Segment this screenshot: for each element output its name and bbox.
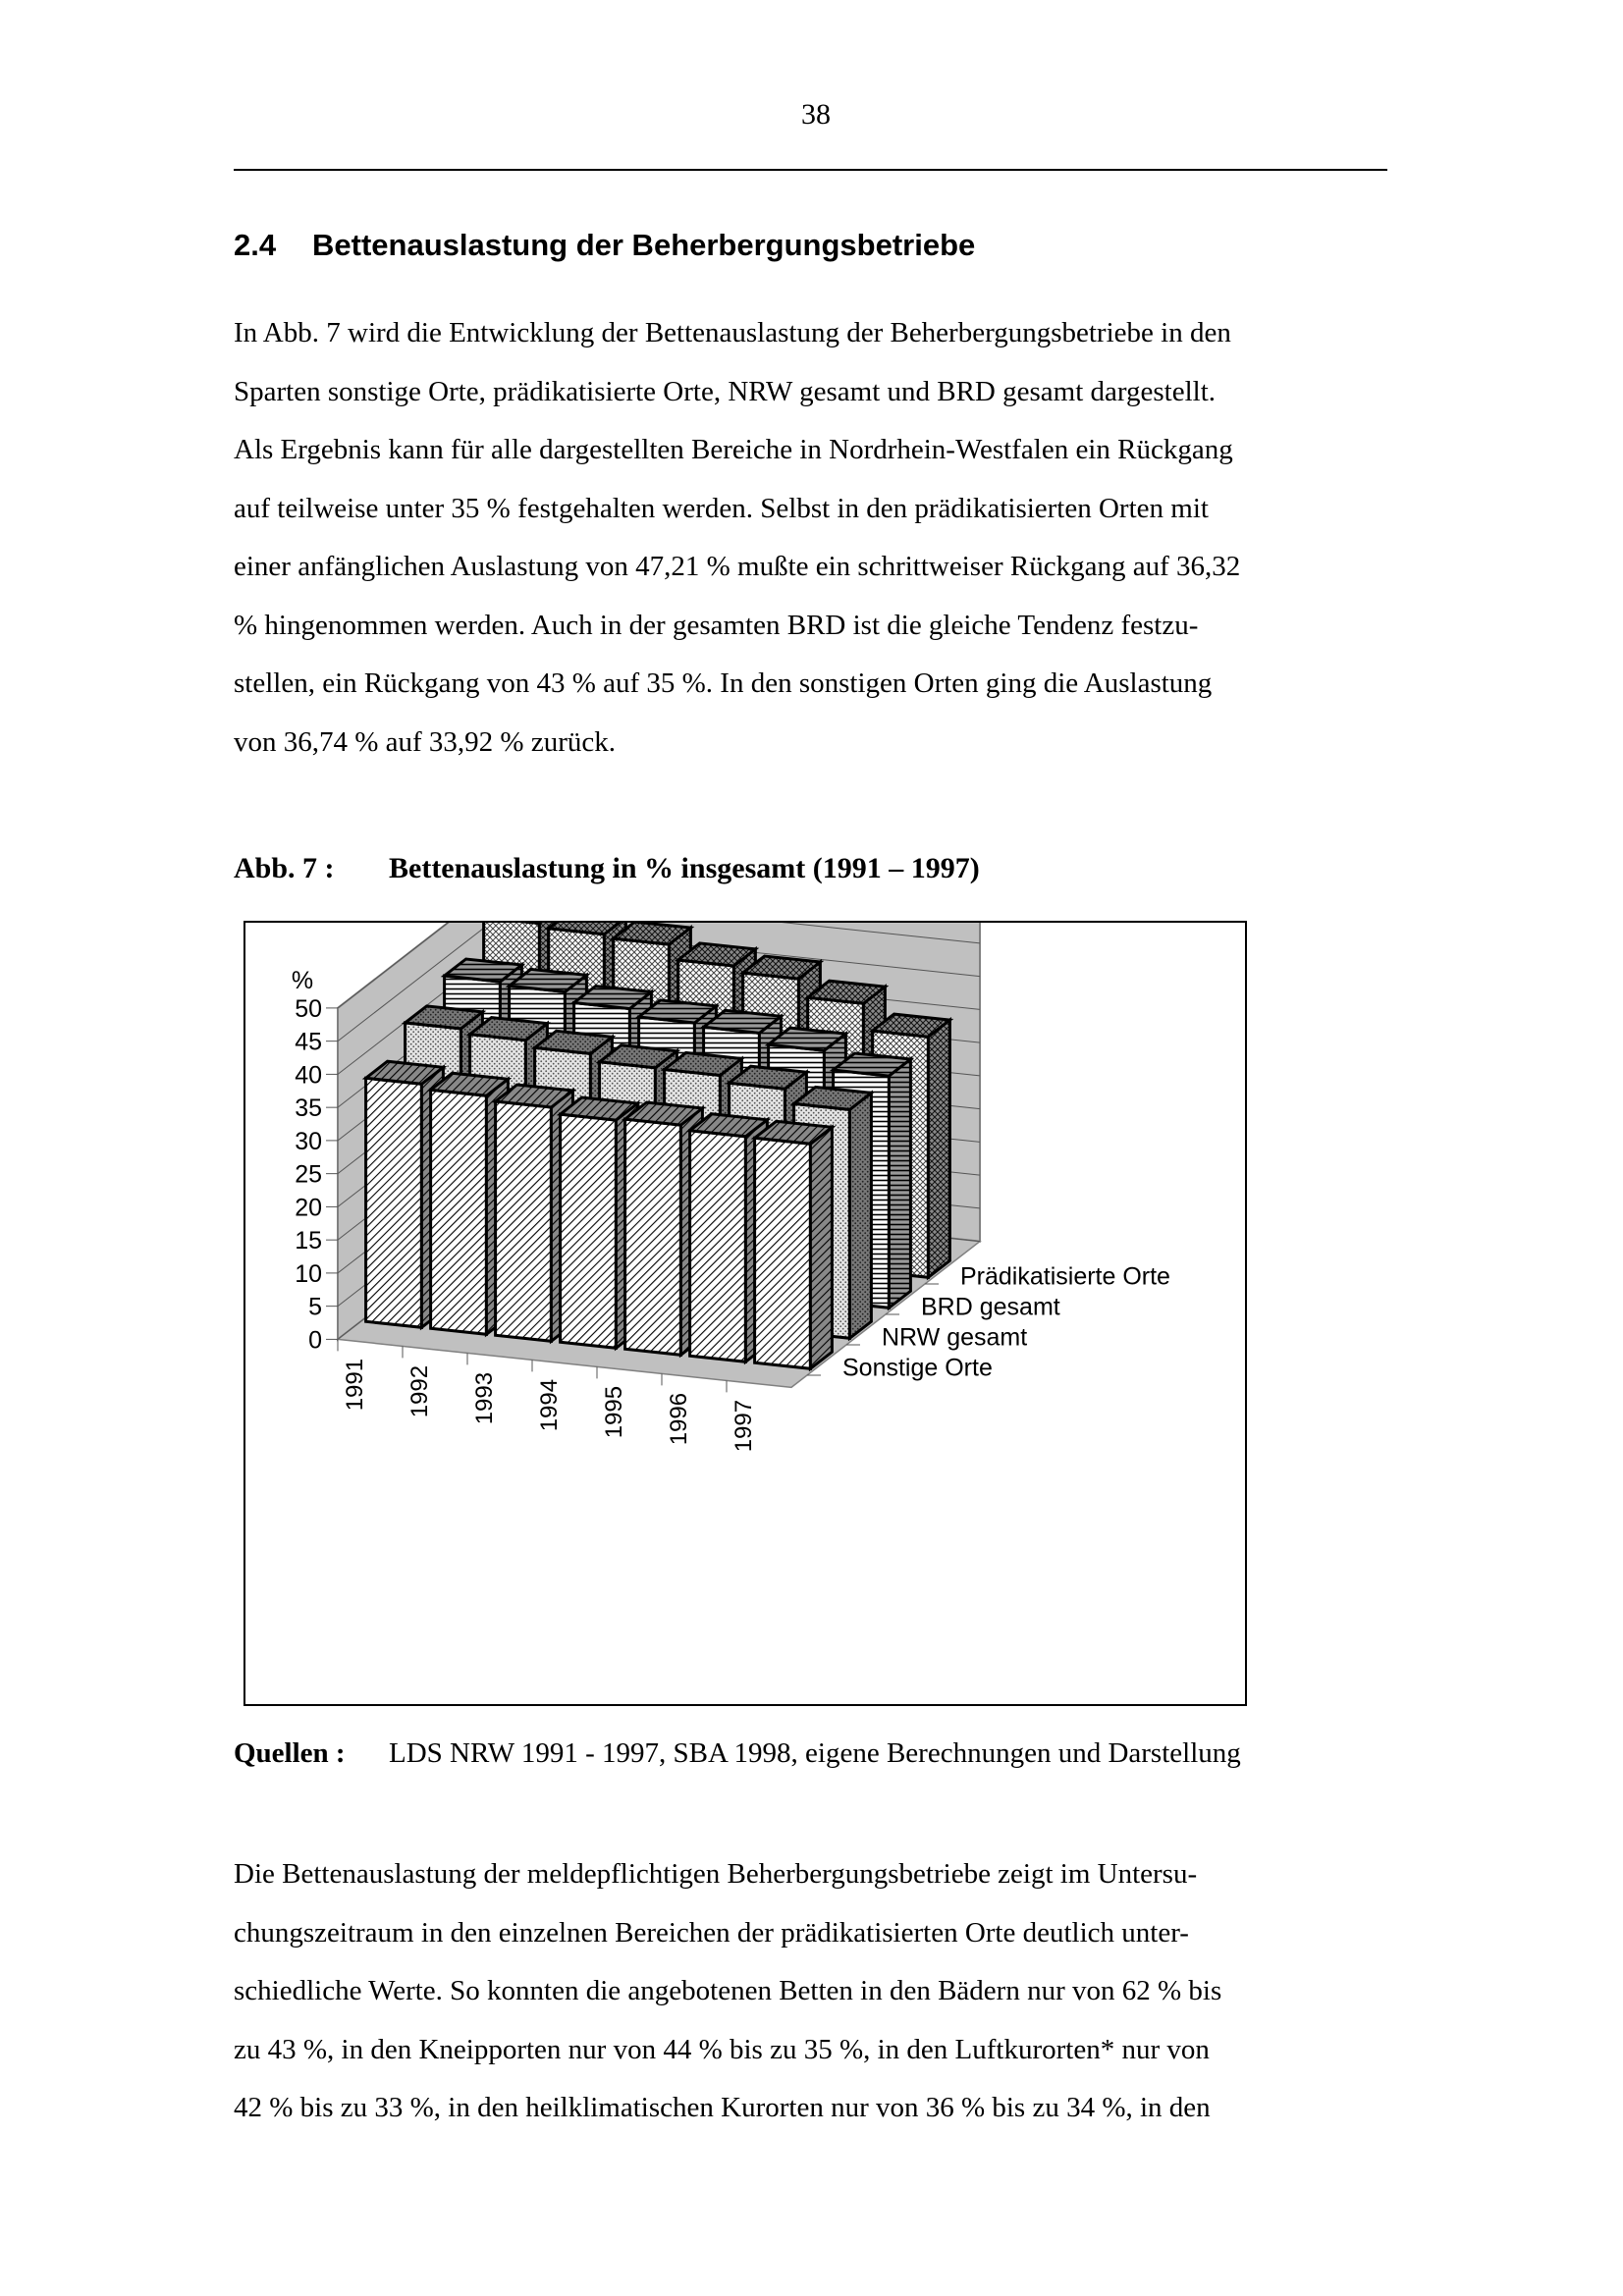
chart-frame bbox=[243, 921, 1247, 1706]
svg-text:30: 30 bbox=[295, 1127, 322, 1155]
bar-chart-3d bbox=[245, 923, 1245, 1704]
figure-title: Bettenauslastung in % insgesamt (1991 – 1997) bbox=[389, 852, 980, 884]
body-paragraph bbox=[234, 1845, 1392, 2138]
header-rule bbox=[234, 169, 1387, 171]
svg-text:5: 5 bbox=[308, 1293, 322, 1321]
series-label: BRD gesamt bbox=[921, 1293, 1060, 1321]
paragraph-line: Die Bettenauslastung der meldepflichtigen Beherbergungsbetriebe zeigt im Untersu- bbox=[234, 1858, 1198, 1890]
svg-text:15: 15 bbox=[295, 1227, 322, 1255]
svg-text:10: 10 bbox=[295, 1259, 322, 1288]
page-number-text: 38 bbox=[801, 98, 831, 131]
chart-bars bbox=[366, 923, 950, 1368]
svg-text:35: 35 bbox=[295, 1095, 322, 1123]
section-number: 2.4 bbox=[234, 228, 277, 262]
category-label: 1994 bbox=[536, 1378, 563, 1432]
paragraph-line: % hingenommen werden. Auch in der gesamten BRD ist die gleiche Tendenz festzu- bbox=[234, 609, 1199, 641]
category-label: 1992 bbox=[406, 1364, 433, 1418]
section-title: Bettenauslastung der Beherbergungsbetriebe bbox=[312, 228, 976, 262]
series-label: Sonstige Orte bbox=[842, 1354, 993, 1382]
paragraph-line: Als Ergebnis kann für alle dargestellten Bereiche in Nordrhein-Westfalen ein Rückgang bbox=[234, 434, 1233, 465]
sources-label: Quellen : bbox=[234, 1737, 346, 1769]
paragraph-line: von 36,74 % auf 33,92 % zurück. bbox=[234, 725, 616, 758]
sources-text: LDS NRW 1991 - 1997, SBA 1998, eigene Berechnungen und Darstellung bbox=[389, 1737, 1241, 1769]
paragraph-line: einer anfänglichen Auslastung von 47,21 % mußte ein schrittweiser Rückgang auf 36,32 bbox=[234, 551, 1241, 582]
paragraph-line: chungszeitraum in den einzelnen Bereichen der prädikatisierten Orte deutlich unter- bbox=[234, 1916, 1189, 1949]
svg-text:40: 40 bbox=[295, 1061, 322, 1090]
intro-paragraph bbox=[234, 304, 1392, 772]
category-label: 1991 bbox=[342, 1358, 368, 1412]
figure-caption bbox=[234, 852, 980, 885]
series-label: NRW gesamt bbox=[882, 1323, 1028, 1352]
category-label: 1995 bbox=[601, 1385, 627, 1439]
paragraph-line: stellen, ein Rückgang von 43 % auf 35 %. In den sonstigen Orten ging die Auslastung bbox=[234, 667, 1213, 699]
paragraph-line: 42 % bis zu 33 %, in den heilklimatischen Kurorten nur von 36 % bis zu 34 %, in den bbox=[234, 2092, 1211, 2123]
paragraph-line: auf teilweise unter 35 % festgehalten werden. Selbst in den prädikatisierten Orten mit bbox=[234, 492, 1209, 524]
section-heading bbox=[234, 228, 975, 263]
svg-text:0: 0 bbox=[308, 1326, 322, 1355]
series-label: Prädikatisierte Orte bbox=[960, 1262, 1170, 1291]
category-label: 1997 bbox=[730, 1399, 757, 1453]
sources-line bbox=[234, 1737, 1241, 1770]
paragraph-line: schiedliche Werte. So konnten die angebotenen Betten in den Bädern nur von 62 % bis bbox=[234, 1975, 1222, 2006]
bar bbox=[755, 1121, 833, 1368]
figure-label: Abb. 7 : bbox=[234, 852, 335, 884]
svg-text:%: % bbox=[291, 966, 314, 994]
paragraph-line: zu 43 %, in den Kneipporten nur von 44 % bis zu 35 %, in den Luftkurorten* nur von bbox=[234, 2033, 1210, 2065]
paragraph-line: Sparten sonstige Orte, prädikatisierte Orte, NRW gesamt und BRD gesamt dargestellt. bbox=[234, 375, 1217, 407]
category-label: 1996 bbox=[666, 1392, 692, 1446]
svg-text:20: 20 bbox=[295, 1194, 322, 1222]
svg-text:25: 25 bbox=[295, 1160, 322, 1189]
paragraph-line: In Abb. 7 wird die Entwicklung der Bettenauslastung der Beherbergungsbetriebe in den bbox=[234, 317, 1231, 348]
category-label: 1993 bbox=[471, 1371, 498, 1425]
svg-text:45: 45 bbox=[295, 1028, 322, 1056]
svg-text:50: 50 bbox=[295, 994, 322, 1023]
